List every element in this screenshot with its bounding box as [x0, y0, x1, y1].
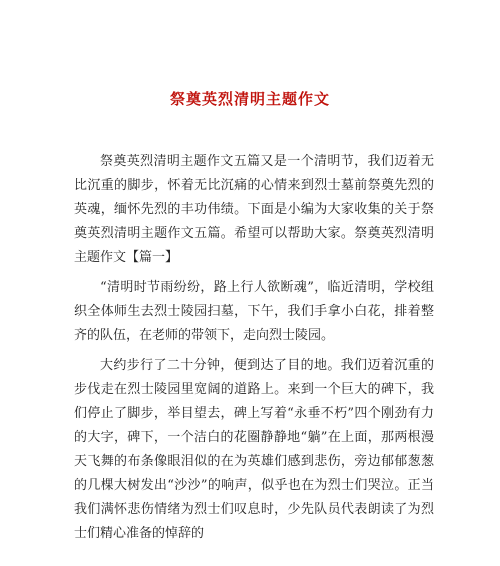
paragraph-2: “清明时节雨纷纷，路上行人欲断魂”，临近清明，学校组织全体师生去烈士陵园扫墓，下午，我们手拿小白花，排着整齐的队伍，在老师的带领下，走向烈士陵园。 — [74, 280, 434, 343]
paragraph-3: 大约步行了二十分钟，便到达了目的地。我们迈着沉重的步伐走在烈士陵园里宽阔的道路上。来到一个巨大的碑下，我们停止了脚步，举目望去，碑上写着“永垂不朽”四个刚劲有力的大字，碑下，一个洁白的花圈静静地“躺”在上面，那两根漫天飞舞的布条像眼泪似的在为英雄们感到悲伤，旁边郁郁葱葱的几棵大树发出“沙沙”的响声，似乎也在为烈士们哭泣。正当我们满怀悲伤情绪为烈士们叹息时，少先队员代表朗读了为烈士们精心准备的悼辞的 — [74, 358, 434, 541]
document-body — [74, 150, 434, 552]
paragraph-intro-text: 祭奠英烈清明主题作文五篇又是一个清明节，我们迈着无比沉重的脚步，怀着无比沉痛的心情来到烈士墓前祭奠先烈的英魂，缅怀先烈的丰功伟绩。下面是小编为大家收集的关于祭奠英烈清明主题作文五篇。希望可以帮助大家。祭奠英烈清明主题作文 — [74, 154, 434, 265]
section-marker: 【篇一】 — [126, 250, 179, 265]
paragraph-intro — [74, 150, 434, 270]
document-title: 祭奠英烈清明主题作文 — [169, 90, 330, 108]
